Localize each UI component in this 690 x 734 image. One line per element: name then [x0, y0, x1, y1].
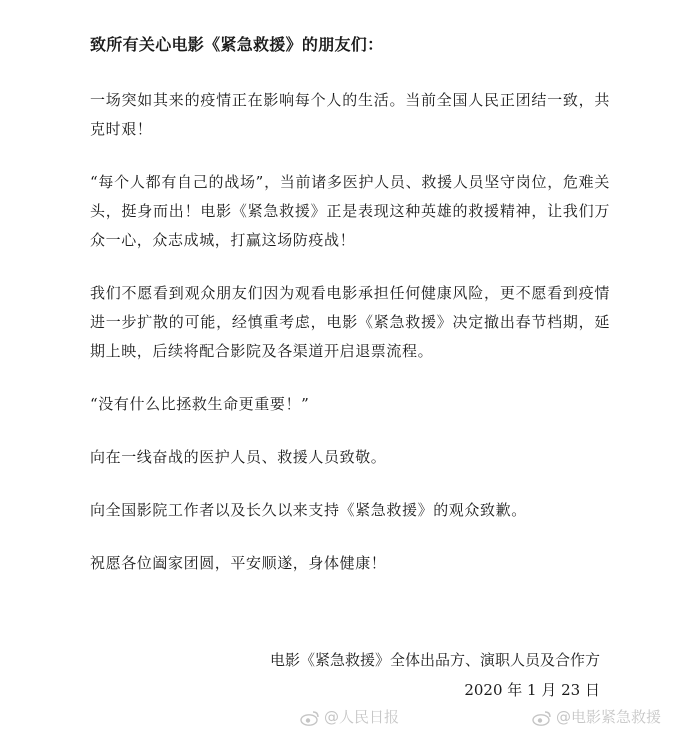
- watermark-text-2: @电影紧急救援: [556, 708, 662, 726]
- paragraph-3: 我们不愿看到观众朋友们因为观看电影承担任何健康风险，更不愿看到疫情进一步扩散的可能，经慎重考虑，电影《紧急救援》决定撤出春节档期，延期上映，后续将配合影院及各渠道开启退票流程。: [90, 284, 610, 360]
- watermark-text-1: @人民日报: [324, 708, 400, 726]
- letter-body: [90, 30, 610, 602]
- paragraph-2: “每个人都有自己的战场”，当前诸多医护人员、救援人员坚守岗位，危难关头，挺身而出！电影《紧急救援》正是表现这种英雄的救援精神，让我们万众一心，众志成城，打赢这场防疫战！: [90, 173, 610, 249]
- signature-date: 2020 年 1 月 23 日: [464, 681, 600, 699]
- paragraph-4: “没有什么比拯救生命更重要！”: [90, 395, 310, 413]
- signature-block: [270, 645, 600, 705]
- paragraph-1: 一场突如其来的疫情正在影响每个人的生活。当前全国人民正团结一致，共克时艰！: [90, 91, 610, 138]
- watermark-strip: [300, 706, 690, 730]
- paragraph-7: 祝愿各位阖家团圆，平安顺遂，身体健康！: [90, 554, 387, 572]
- watermark-renminribao: [300, 706, 399, 727]
- weibo-icon: [532, 710, 552, 726]
- watermark-movie: [532, 706, 661, 727]
- weibo-icon: [300, 710, 320, 726]
- paragraph-6: 向全国影院工作者以及长久以来支持《紧急救援》的观众致歉。: [90, 501, 527, 519]
- signature-line: 电影《紧急救援》全体出品方、演职人员及合作方: [269, 651, 600, 669]
- letter-heading: 致所有关心电影《紧急救援》的朋友们：: [90, 35, 384, 54]
- paragraph-5: 向在一线奋战的医护人员、救援人员致敬。: [90, 448, 387, 466]
